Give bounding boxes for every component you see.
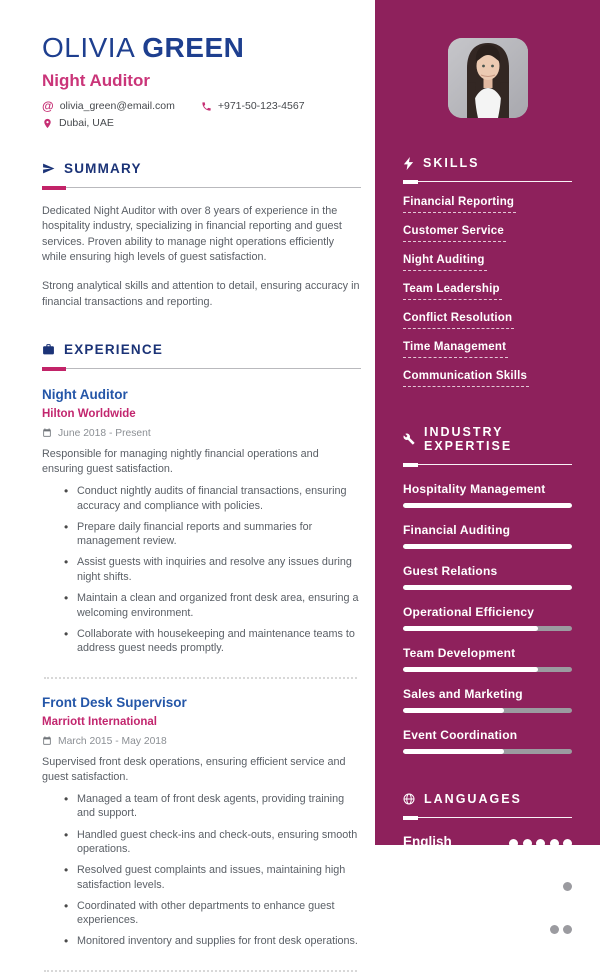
job-bullet: • Resolved guest complaints and issues, maintaining high satisfaction levels.	[64, 863, 361, 892]
job-company: Marriott International	[42, 715, 158, 728]
sidebar-rule	[403, 180, 572, 184]
skills-list	[403, 196, 572, 387]
email-text: olivia_green@email.com	[59, 100, 175, 112]
summary-paragraph: Strong analytical skills and attention to detail, ensuring accuracy in financial transactions and reporting.	[42, 280, 360, 308]
globe-icon	[403, 793, 415, 805]
sidebar	[375, 0, 600, 949]
sidebar-rule	[403, 463, 572, 467]
language-name: Arabic	[403, 877, 446, 892]
expertise-label: Hospitality Management	[403, 482, 546, 496]
language-level-label: Native	[403, 853, 429, 863]
phone-icon	[201, 101, 212, 112]
expertise-progress-bar	[403, 708, 572, 713]
language-level-label: Fluent	[403, 896, 429, 906]
expertise-item	[403, 605, 572, 631]
experience-section	[42, 342, 361, 972]
skill-item: Customer Service	[403, 225, 506, 242]
profile-photo-illustration	[448, 38, 528, 118]
summary-header	[42, 161, 361, 176]
job-company: Hilton Worldwide	[42, 407, 136, 420]
skill-item: Conflict Resolution	[403, 312, 514, 329]
contact-email	[42, 99, 175, 113]
skills-header	[403, 156, 572, 170]
summary-title: SUMMARY	[64, 161, 142, 176]
job-bullet: • Collaborate with housekeeping and maintenance teams to address guest needs promptly.	[64, 627, 361, 656]
expertise-item	[403, 646, 572, 672]
skills-title: SKILLS	[423, 156, 480, 170]
expertise-item	[403, 523, 572, 549]
expertise-progress-bar	[403, 667, 572, 672]
person-name	[42, 34, 361, 62]
headline-job-title: Night Auditor	[42, 71, 150, 90]
languages-header	[403, 792, 572, 806]
wrench-icon	[403, 433, 415, 445]
expertise-label: Event Coordination	[403, 728, 518, 742]
summary-paragraph: Dedicated Night Auditor with over 8 years of experience in the hospitality industry, specializing in financial reporting and guest services. Proven ability to manage night operations efficiently while ensuring high levels of guest satisfaction.	[42, 205, 342, 263]
location-text: Dubai, UAE	[59, 117, 114, 129]
job-separator	[44, 677, 357, 679]
language-dot-rating	[509, 925, 572, 949]
job-dates	[42, 736, 361, 747]
expertise-item	[403, 482, 572, 508]
job-entry	[42, 387, 361, 656]
expertise-progress-bar	[403, 749, 572, 754]
language-item	[403, 877, 572, 906]
skill-item: Night Auditing	[403, 254, 487, 271]
language-item	[403, 834, 572, 863]
sidebar-rule	[403, 816, 572, 820]
at-icon: @	[42, 99, 54, 113]
lightning-icon	[403, 157, 414, 170]
section-rule	[42, 367, 361, 371]
expertise-section	[403, 425, 572, 754]
job-title: Night Auditor	[42, 386, 128, 402]
expertise-label: Sales and Marketing	[403, 687, 523, 701]
expertise-progress-bar	[403, 544, 572, 549]
language-name: English	[403, 834, 452, 849]
expertise-item	[403, 728, 572, 754]
expertise-label: Guest Relations	[403, 564, 498, 578]
language-item	[403, 920, 572, 949]
job-description: Supervised front desk operations, ensuring efficient service and guest satisfaction.	[42, 755, 346, 784]
skills-section	[403, 156, 572, 387]
expertise-header	[403, 425, 572, 453]
map-pin-icon	[42, 118, 53, 129]
language-level-label: Advanced	[403, 939, 444, 949]
calendar-icon	[42, 428, 52, 438]
job-bullet: • Prepare daily financial reports and summaries for management review.	[64, 520, 361, 549]
experience-header	[42, 342, 361, 357]
job-bullet-list	[42, 484, 361, 656]
expertise-item	[403, 687, 572, 713]
job-dates-text: March 2015 - May 2018	[58, 735, 167, 747]
language-name: French	[403, 920, 449, 935]
language-dot-rating	[509, 882, 572, 906]
job-bullet: • Handled guest check-ins and check-outs, ensuring smooth operations.	[64, 828, 361, 857]
expertise-title: INDUSTRY EXPERTISE	[424, 425, 513, 453]
job-bullet: • Conduct nightly audits of financial transactions, ensuring accuracy and compliance with policies.	[64, 484, 361, 513]
job-bullet: • Coordinated with other departments to enhance guest experiences.	[64, 899, 361, 928]
skill-item: Time Management	[403, 341, 508, 358]
expertise-item	[403, 564, 572, 590]
experience-title: EXPERIENCE	[64, 341, 164, 357]
expertise-label: Financial Auditing	[403, 523, 511, 537]
language-dot-rating	[509, 839, 572, 863]
languages-title: LANGUAGES	[424, 792, 522, 806]
summary-section	[42, 161, 361, 310]
expertise-label: Team Development	[403, 646, 516, 660]
contact-location	[42, 117, 114, 129]
phone-text: +971-50-123-4567	[217, 100, 305, 112]
expertise-progress-bar	[403, 585, 572, 590]
skill-item: Financial Reporting	[403, 196, 516, 213]
paper-plane-icon	[42, 162, 55, 175]
job-title: Front Desk Supervisor	[42, 694, 187, 710]
calendar-icon	[42, 736, 52, 746]
job-bullet: • Managed a team of front desk agents, providing training and support.	[64, 792, 361, 821]
job-dates	[42, 428, 361, 439]
briefcase-icon	[42, 343, 55, 356]
profile-photo	[448, 38, 528, 118]
job-bullet-list	[42, 792, 361, 949]
languages-section	[403, 792, 572, 949]
job-bullet: • Monitored inventory and supplies for front desk operations.	[64, 934, 361, 949]
section-rule	[42, 186, 361, 190]
expertise-label: Operational Efficiency	[403, 605, 535, 619]
job-description: Responsible for managing nightly financial operations and ensuring guest satisfaction.	[42, 447, 319, 476]
job-bullet: • Assist guests with inquiries and resolve any issues during night shifts.	[64, 555, 361, 584]
contact-block	[42, 99, 361, 129]
first-name: OLIVIA	[42, 32, 136, 63]
last-name: GREEN	[142, 32, 245, 63]
skill-item: Communication Skills	[403, 370, 529, 387]
job-dates-text: June 2018 - Present	[58, 427, 151, 439]
job-bullet: • Maintain a clean and organized front desk area, ensuring a welcoming environment.	[64, 591, 361, 620]
skill-item: Team Leadership	[403, 283, 502, 300]
contact-phone	[201, 100, 305, 112]
expertise-progress-bar	[403, 503, 572, 508]
job-entry	[42, 695, 361, 949]
expertise-progress-bar	[403, 626, 572, 631]
